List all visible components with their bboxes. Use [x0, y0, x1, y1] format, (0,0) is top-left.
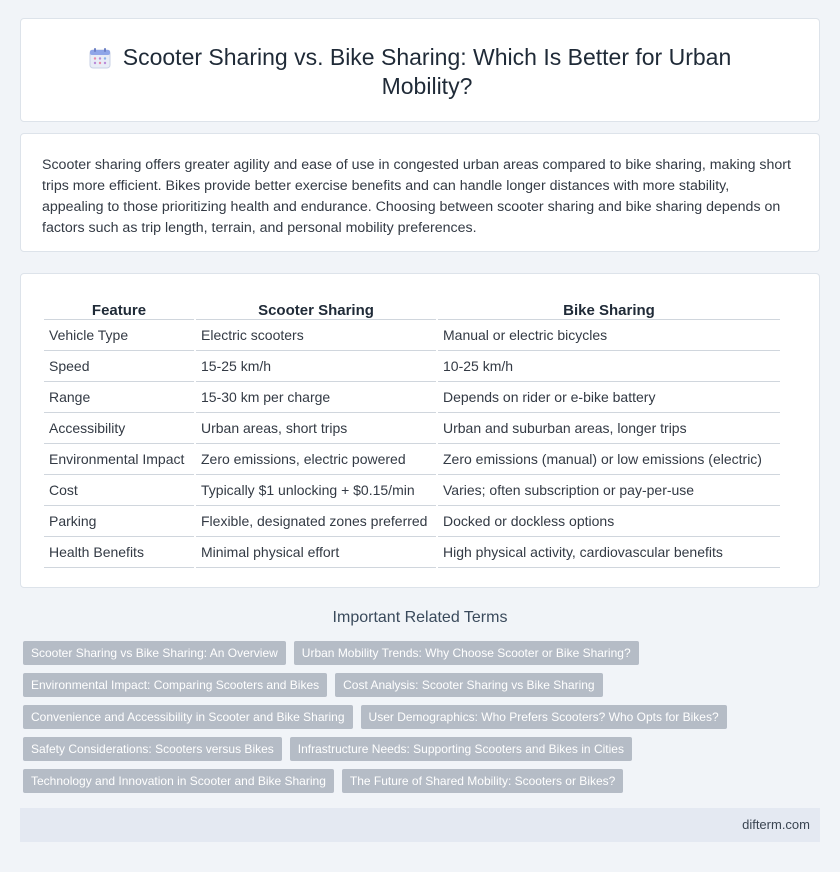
comparison-table: [42, 298, 782, 568]
table-row: [44, 537, 780, 568]
related-terms-heading: Important Related Terms: [332, 609, 508, 626]
related-term-link[interactable]: Safety Considerations: Scooters versus Bikes: [23, 737, 282, 761]
header-card: [20, 18, 820, 122]
bike-cell: Varies; often subscription or pay-per-use: [438, 475, 780, 506]
table-row: [44, 351, 780, 382]
related-term-link[interactable]: User Demographics: Who Prefers Scooters? Who Opts for Bikes?: [361, 705, 727, 729]
feature-cell: Accessibility: [44, 413, 194, 444]
table-row: [44, 475, 780, 506]
related-term-link[interactable]: Cost Analysis: Scooter Sharing vs Bike Sharing: [335, 673, 602, 697]
table-row: [44, 320, 780, 351]
bike-cell: Zero emissions (manual) or low emissions (electric): [438, 444, 780, 475]
table-row: [44, 382, 780, 413]
title-wrap: [21, 43, 819, 101]
scooter-cell: 15-25 km/h: [196, 351, 436, 382]
bike-cell: Docked or dockless options: [438, 506, 780, 537]
header-scooter-sharing: Scooter Sharing: [196, 298, 436, 320]
feature-cell: Environmental Impact: [44, 444, 194, 475]
scooter-cell: Urban areas, short trips: [196, 413, 436, 444]
bike-cell: Manual or electric bicycles: [438, 320, 780, 351]
scooter-cell: Typically $1 unlocking + $0.15/min: [196, 475, 436, 506]
page-title: Scooter Sharing vs. Bike Sharing: Which Is Better for Urban Mobility?: [122, 44, 732, 99]
tag-row: [23, 673, 823, 697]
related-term-link[interactable]: Technology and Innovation in Scooter and Bike Sharing: [23, 769, 334, 793]
tag-row: [23, 705, 823, 729]
feature-cell: Parking: [44, 506, 194, 537]
site-name[interactable]: difterm.com: [742, 817, 810, 832]
table-row: [44, 506, 780, 537]
intro-card: [20, 133, 820, 252]
feature-cell: Speed: [44, 351, 194, 382]
bike-cell: High physical activity, cardiovascular benefits: [438, 537, 780, 568]
table-row: [44, 444, 780, 475]
related-terms-list: [23, 641, 823, 801]
tag-row: [23, 769, 823, 793]
tag-row: [23, 737, 823, 761]
intro-paragraph: Scooter sharing offers greater agility and ease of use in congested urban areas compared to bike sharing, making short trips more efficient. Bikes provide better exercise benefits and can handle longer distances with more stability, appealing to those prioritizing health and endurance. Choosing between scooter sharing and bike sharing depends on factors such as trip length, terrain, and personal mobility preferences.: [42, 157, 791, 236]
scooter-cell: Electric scooters: [196, 320, 436, 351]
header-feature: Feature: [44, 298, 194, 320]
related-term-link[interactable]: Infrastructure Needs: Supporting Scooters and Bikes in Cities: [290, 737, 632, 761]
bike-cell: 10-25 km/h: [438, 351, 780, 382]
feature-cell: Cost: [44, 475, 194, 506]
related-term-link[interactable]: Urban Mobility Trends: Why Choose Scooter or Bike Sharing?: [294, 641, 639, 665]
related-term-link[interactable]: Scooter Sharing vs Bike Sharing: An Overview: [23, 641, 286, 665]
calendar-icon: [89, 47, 111, 69]
table-header-row: [44, 298, 780, 320]
related-term-link[interactable]: The Future of Shared Mobility: Scooters or Bikes?: [342, 769, 623, 793]
bike-cell: Urban and suburban areas, longer trips: [438, 413, 780, 444]
feature-cell: Range: [44, 382, 194, 413]
comparison-card: [20, 273, 820, 588]
related-term-link[interactable]: Environmental Impact: Comparing Scooters and Bikes: [23, 673, 327, 697]
bike-cell: Depends on rider or e-bike battery: [438, 382, 780, 413]
scooter-cell: 15-30 km per charge: [196, 382, 436, 413]
feature-cell: Health Benefits: [44, 537, 194, 568]
table-row: [44, 413, 780, 444]
scooter-cell: Flexible, designated zones preferred: [196, 506, 436, 537]
header-bike-sharing: Bike Sharing: [438, 298, 780, 320]
footer: [20, 808, 820, 842]
scooter-cell: Minimal physical effort: [196, 537, 436, 568]
related-term-link[interactable]: Convenience and Accessibility in Scooter and Bike Sharing: [23, 705, 353, 729]
feature-cell: Vehicle Type: [44, 320, 194, 351]
tag-row: [23, 641, 823, 665]
scooter-cell: Zero emissions, electric powered: [196, 444, 436, 475]
